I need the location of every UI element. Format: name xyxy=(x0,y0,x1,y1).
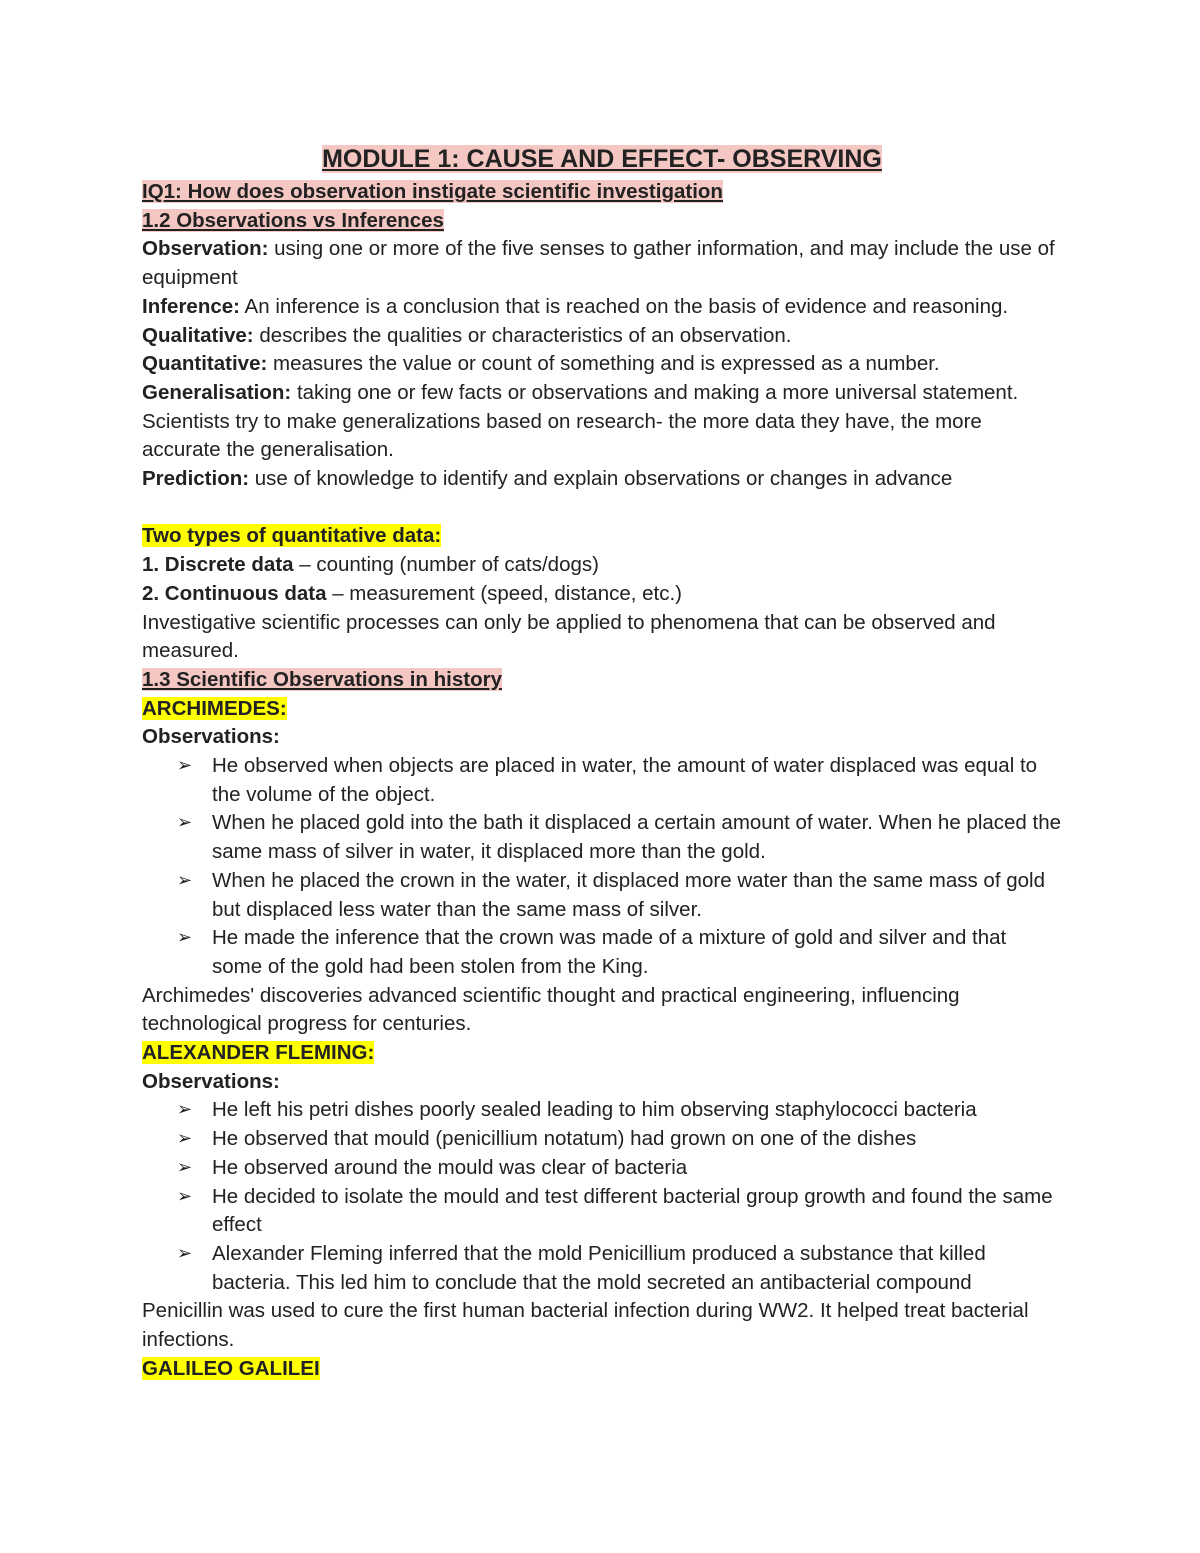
list-item: ➢ He observed around the mould was clear of bacteria xyxy=(177,1154,1062,1183)
definition-qualitative: Qualitative: describes the qualities or characteristics of an observation. xyxy=(142,323,792,347)
fleming-observations-label: Observations: xyxy=(142,1069,280,1093)
fleming-bullets xyxy=(142,1096,1062,1297)
galileo-heading: GALILEO GALILEI xyxy=(142,1356,320,1380)
quant-note: Investigative scientific processes can only be applied to phenomena that can be observed and measured. xyxy=(142,610,996,663)
arrow-bullet-icon: ➢ xyxy=(177,1185,193,1207)
list-item: ➢ Alexander Fleming inferred that the mold Penicillium produced a substance that killed bacteria. This led him to conclude that the mold secreted an antibacterial compound xyxy=(177,1242,986,1294)
arrow-bullet-icon: ➢ xyxy=(177,1128,193,1150)
spacer xyxy=(142,494,1062,523)
arrow-bullet-icon: ➢ xyxy=(177,1099,193,1121)
archimedes-summary: Archimedes' discoveries advanced scientific thought and practical engineering, influencing technological progress for centuries. xyxy=(142,983,960,1036)
definition-prediction: Prediction: use of knowledge to identify and explain observations or changes in advance xyxy=(142,467,953,491)
arrow-bullet-icon: ➢ xyxy=(177,869,193,891)
document-page xyxy=(142,140,1062,1384)
definition-observation: Observation: using one or more of the five senses to gather information, and may include the use of equipment xyxy=(142,237,1055,290)
arrow-bullet-icon: ➢ xyxy=(177,1156,193,1178)
arrow-bullet-icon: ➢ xyxy=(177,927,193,949)
quant-item-discrete: 1. Discrete data – counting (number of cats/dogs) xyxy=(142,553,599,577)
page-title xyxy=(142,140,1062,178)
module-title: MODULE 1: CAUSE AND EFFECT- OBSERVING xyxy=(322,145,882,173)
archimedes-bullets xyxy=(142,752,1062,982)
iq1-heading: IQ1: How does observation instigate scientific investigation xyxy=(142,180,723,203)
section-heading-1-2: 1.2 Observations vs Inferences xyxy=(142,208,444,232)
fleming-heading: ALEXANDER FLEMING: xyxy=(142,1041,375,1065)
quant-item-continuous: 2. Continuous data – measurement (speed, distance, etc.) xyxy=(142,581,683,605)
definition-generalisation: Generalisation: taking one or few facts or observations and making a more universal statement. Scientists try to make generalizations based on research- the more data they have, the more accurate the generalisation. xyxy=(142,380,1019,462)
archimedes-heading: ARCHIMEDES: xyxy=(142,696,287,720)
definition-quantitative: Quantitative: measures the value or count of something and is expressed as a number. xyxy=(142,352,940,376)
fleming-summary: Penicillin was used to cure the first human bacterial infection during WW2. It helped treat bacterial infections. xyxy=(142,1299,1029,1352)
arrow-bullet-icon: ➢ xyxy=(177,812,193,834)
list-item: ➢ When he placed gold into the bath it displaced a certain amount of water. When he placed the same mass of silver in water, it displaced more than the gold. xyxy=(177,811,1062,864)
list-item: ➢ He observed that mould (penicillium notatum) had grown on one of the dishes xyxy=(177,1125,1062,1154)
definition-inference: Inference: An inference is a conclusion that is reached on the basis of evidence and reasoning. xyxy=(142,294,1009,318)
arrow-bullet-icon: ➢ xyxy=(177,1243,193,1264)
list-item: ➢ He left his petri dishes poorly sealed leading to him observing staphylococci bacteria xyxy=(177,1096,1062,1125)
inquiry-question xyxy=(142,178,1062,207)
list-item: ➢ He decided to isolate the mould and test different bacterial group growth and found the same effect xyxy=(177,1184,1053,1237)
archimedes-observations-label: Observations: xyxy=(142,725,280,749)
quant-data-heading: Two types of quantitative data: xyxy=(142,524,442,548)
list-item: ➢ When he placed the crown in the water, it displaced more water than the same mass of gold but displaced less water than the same mass of silver. xyxy=(177,868,1045,921)
list-item: ➢ He observed when objects are placed in water, the amount of water displaced was equal to the volume of the object. xyxy=(177,754,1038,806)
definitions-list xyxy=(142,235,1062,493)
section-heading-1-3: 1.3 Scientific Observations in history xyxy=(142,667,503,691)
arrow-bullet-icon: ➢ xyxy=(177,755,193,777)
list-item: ➢ He made the inference that the crown was made of a mixture of gold and silver and that some of the gold had been stolen from the King. xyxy=(177,926,1007,978)
